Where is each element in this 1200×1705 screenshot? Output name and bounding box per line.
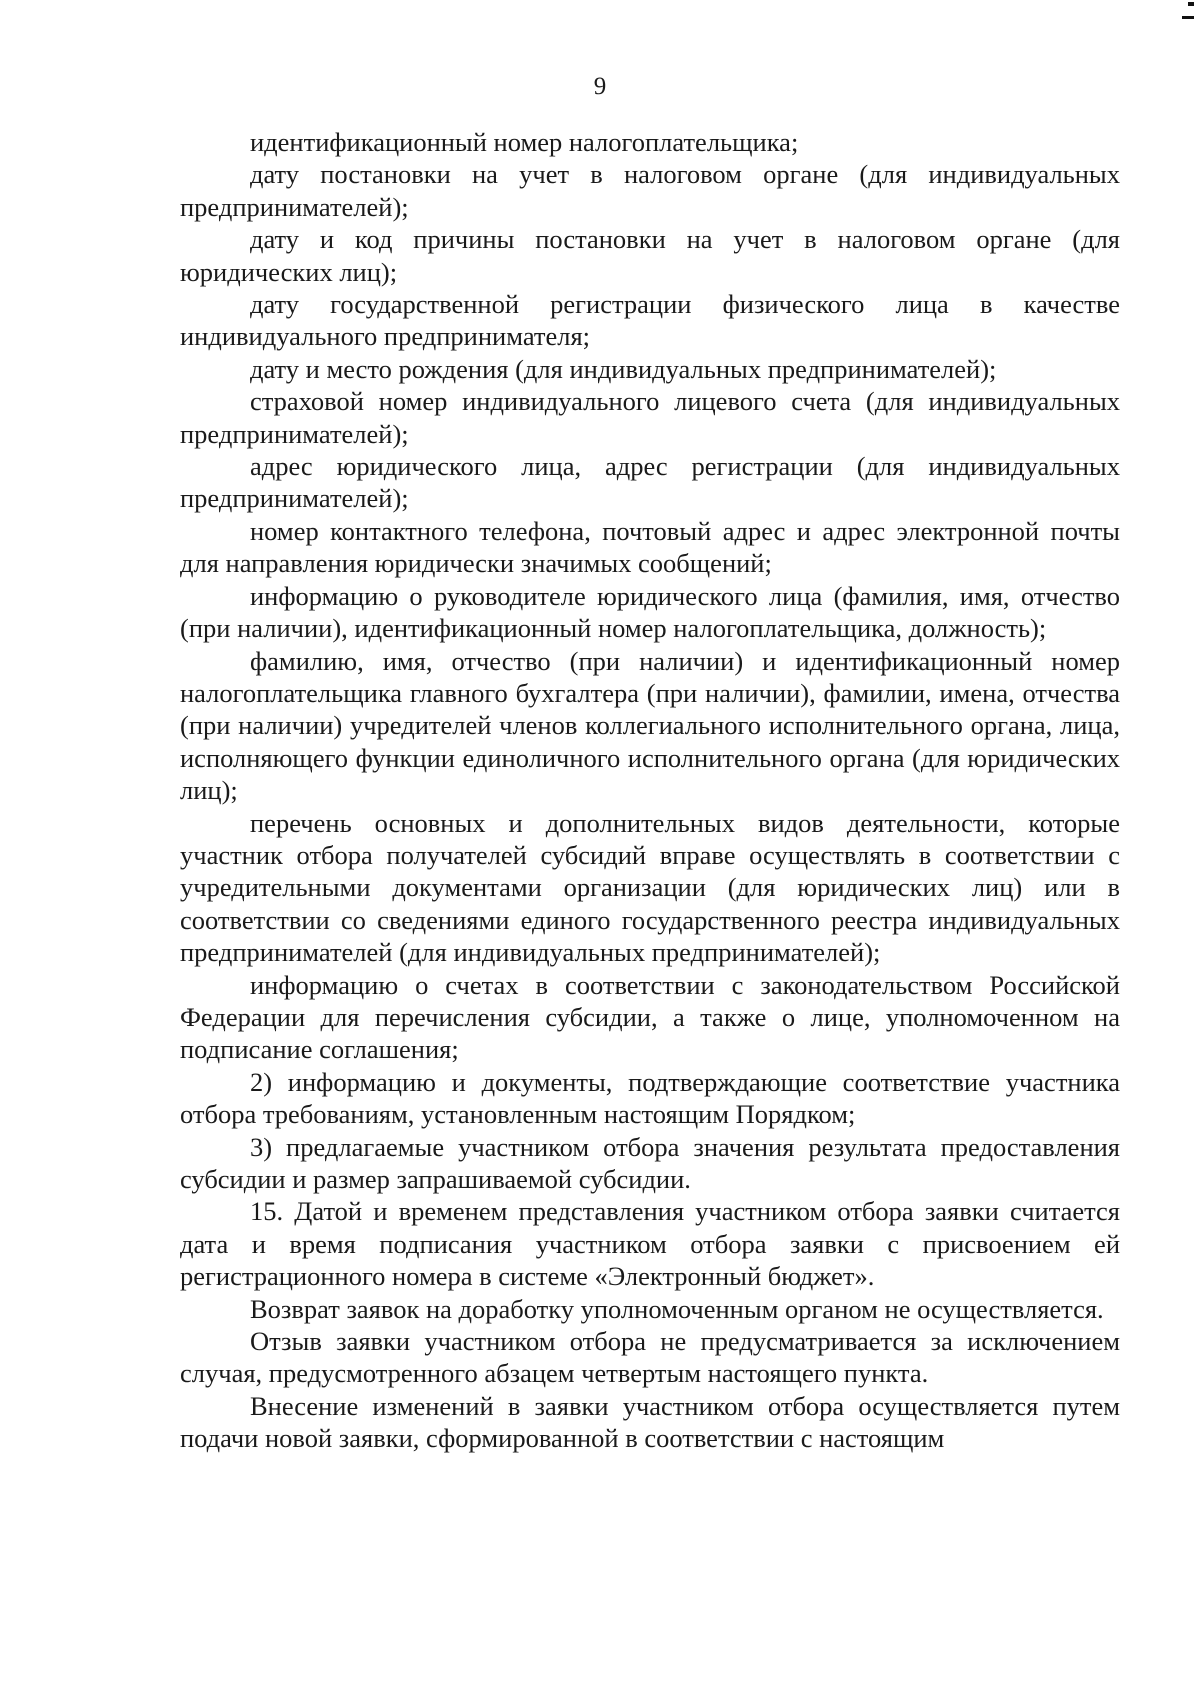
paragraph: 3) предлагаемые участником отбора значения результата предоставления субсидии и размер запрашиваемой субсидии. (180, 1131, 1120, 1194)
paragraph: дату и код причины постановки на учет в налоговом органе (для юридических лиц); (180, 224, 1120, 287)
paragraph: номер контактного телефона, почтовый адрес и адрес электронной почты для направления юридически значимых сообщений; (180, 515, 1120, 579)
scan-mark (1188, 2, 1194, 6)
paragraph: 2) информацию и документы, подтверждающие соответствие участника отбора требованиям, установленным настоящим Порядком; (180, 1066, 1120, 1130)
page-number: 9 (593, 73, 607, 100)
paragraph: идентификационный номер налогоплательщика; (250, 127, 799, 157)
paragraph: Внесение изменений в заявки участником отбора осуществляется путем подачи новой заявки, сформированной в соответствии с настоящим (180, 1390, 1120, 1454)
scan-mark (1182, 16, 1194, 19)
paragraph: 15. Датой и временем представления участником отбора заявки считается дата и время подписания участником отбора заявки с присвоением ей регистрационного номера в системе «Электронный бюджет». (180, 1196, 1120, 1292)
paragraph: адрес юридического лица, адрес регистрации (для индивидуальных предпринимателей); (180, 451, 1120, 514)
document-body (180, 126, 1120, 1455)
paragraph: страховой номер индивидуального лицевого счета (для индивидуальных предпринимателей); (180, 386, 1120, 449)
paragraph: Возврат заявок на доработку уполномоченным органом не осуществляется. (250, 1293, 1104, 1324)
paragraph: информацию о руководителе юридического лица (фамилия, имя, отчество (при наличии), идентификационный номер налогоплательщика, должность); (180, 580, 1120, 644)
paragraph: дату и место рождения (для индивидуальных предпринимателей); (250, 353, 997, 384)
paragraph: фамилию, имя, отчество (при наличии) и идентификационный номер налогоплательщика главного бухгалтера (при наличии), фамилии, имена, отчества (при наличии) учредителей членов коллегиального исполнительного органа, лица, исполняющего функции единоличного исполнительного органа (для юридических лиц); (180, 645, 1120, 806)
paragraph: дату постановки на учет в налоговом органе (для индивидуальных предпринимателей); (180, 159, 1120, 222)
paragraph: перечень основных и дополнительных видов деятельности, которые участник отбора получателей субсидий вправе осуществлять в соответствии с учредительными документами организации (для юридических лиц) или в соответствии со сведениями единого государственного реестра индивидуальных предпринимателей (для индивидуальных предпринимателей); (180, 807, 1120, 968)
paragraph: Отзыв заявки участником отбора не предусматривается за исключением случая, предусмотренного абзацем четвертым настоящего пункта. (180, 1326, 1120, 1389)
paragraph: дату государственной регистрации физического лица в качестве индивидуального предпринимателя; (180, 289, 1120, 352)
paragraph: информацию о счетах в соответствии с законодательством Российской Федерации для перечисления субсидии, а также о лице, уполномоченном на подписание соглашения; (180, 969, 1120, 1065)
